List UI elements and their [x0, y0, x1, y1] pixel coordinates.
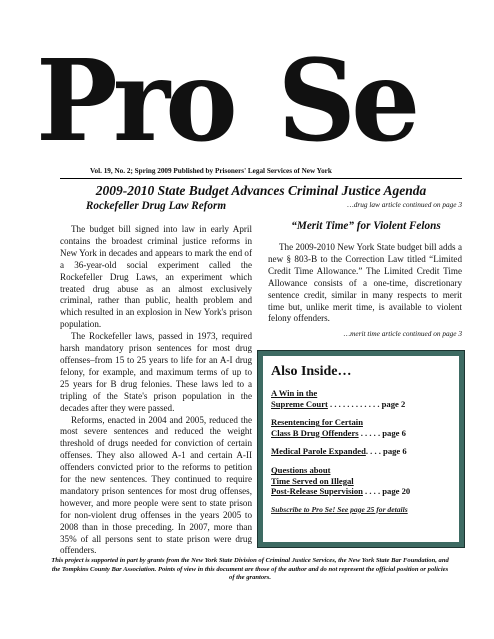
leader-dots: . . . . — [362, 486, 383, 497]
also-item-line: Time Served on Illegal — [271, 475, 354, 486]
also-inside-box — [258, 351, 464, 547]
continued-note-drug-law: …drug law article continued on page 3 — [347, 200, 462, 209]
continued-note-merit-time: …merit time article continued on page 3 — [343, 329, 462, 338]
masthead-title — [36, 36, 453, 168]
leader-dots: . . . . . . . . . . . . — [327, 398, 382, 409]
left-article-title: Rockefeller Drug Law Reform — [85, 200, 227, 212]
left-paragraph: The Rockefeller laws, passed in 1973, required harsh mandatory prison sentences for most drug offenses–from 15 to 25 years to life for an A-I drug felony, for example, and maximum terms of up to 25 years for B drug felonies. These laws led to a tripling of the State's prison population in the decades after they were passed. — [60, 331, 252, 413]
also-item-resentencing[interactable] — [271, 417, 453, 438]
also-item-line: A Win in the — [271, 388, 318, 398]
page-ref: page 6 — [382, 427, 406, 438]
subscribe-link[interactable]: Subscribe to Pro Se! See page 25 for details — [271, 504, 408, 514]
right-article-body — [268, 242, 462, 325]
also-item-line: Medical Parole Expanded — [271, 446, 366, 457]
also-inside-title: Also Inside… — [271, 364, 352, 379]
page-ref: page 2 — [381, 398, 406, 409]
also-item-line: Resentencing for Certain — [271, 417, 363, 428]
masthead-word-pro: Pro — [36, 36, 233, 167]
left-article-body — [60, 224, 252, 557]
also-item-line: Supreme Court — [271, 398, 328, 409]
issue-line: Vol. 19, No. 2; Spring 2009 Published by Prisoners' Legal Services of New York — [90, 167, 332, 175]
left-paragraph: The budget bill signed into law in early April contains the broadest criminal justice reforms in New York in decades and appears to mark the end of a 36-year-old social experiment called the Rockefeller Drug Laws, an experiment which treated drug abuse as an almost exclusively criminal, rather than public, health problem and which resulted in an explosion in New York's prison population. — [60, 224, 252, 330]
also-item-line: Class B Drug Offenders — [271, 427, 359, 438]
also-item-medical-parole[interactable] — [271, 446, 453, 457]
also-item-line: Questions about — [271, 464, 331, 475]
funding-footer: This project is supported in part by grants from the New York State Division of Criminal Justice Services, the New York State Bar Foundation, and the Tompkins County Bar Association. Points of view in this document are those of the author and do not represent the official position or policies of the grantors. — [51, 557, 449, 582]
also-item-line: Post-Release Supervision — [271, 486, 363, 497]
left-paragraph: Reforms, enacted in 2004 and 2005, reduced the most severe sentences and reduced the weight threshold of drugs needed for conviction of certain offenses. They also allowed A-1 and certain A-II offenders convicted prior to the reforms to petition for the new sentences. They continued to require mandatory prison sentences for most drug offenses, however, and more people were sent to state prison for non-violent drug offenses in the years 2005 to 2008 than in those preceding. In 2007, more than 35% of all persons sent to state prison were drug offenders. — [60, 414, 252, 556]
also-item-supreme-court[interactable] — [271, 388, 453, 409]
right-paragraph: The 2009-2010 New York State budget bill adds a new § 803-B to the Correction Law titled “Limited Credit Time Allowance.” The Limited Credit Time Allowance consists of a one-time, discretionary sentence credit, similar in many respects to merit time but, unlike merit time, is available to violent felony offenders. — [268, 242, 462, 324]
page-ref: page 6 — [383, 446, 407, 457]
leader-dots: . . . . . — [358, 427, 383, 438]
leader-dots: . . . . — [365, 446, 384, 457]
masthead-word-se: Se — [277, 36, 416, 167]
also-item-post-release[interactable] — [271, 465, 453, 497]
main-headline: 2009-2010 State Budget Advances Criminal Justice Agenda — [95, 183, 427, 198]
divider — [60, 178, 462, 179]
page-ref: page 20 — [382, 486, 411, 497]
right-article-title: “Merit Time” for Violent Felons — [291, 220, 441, 232]
